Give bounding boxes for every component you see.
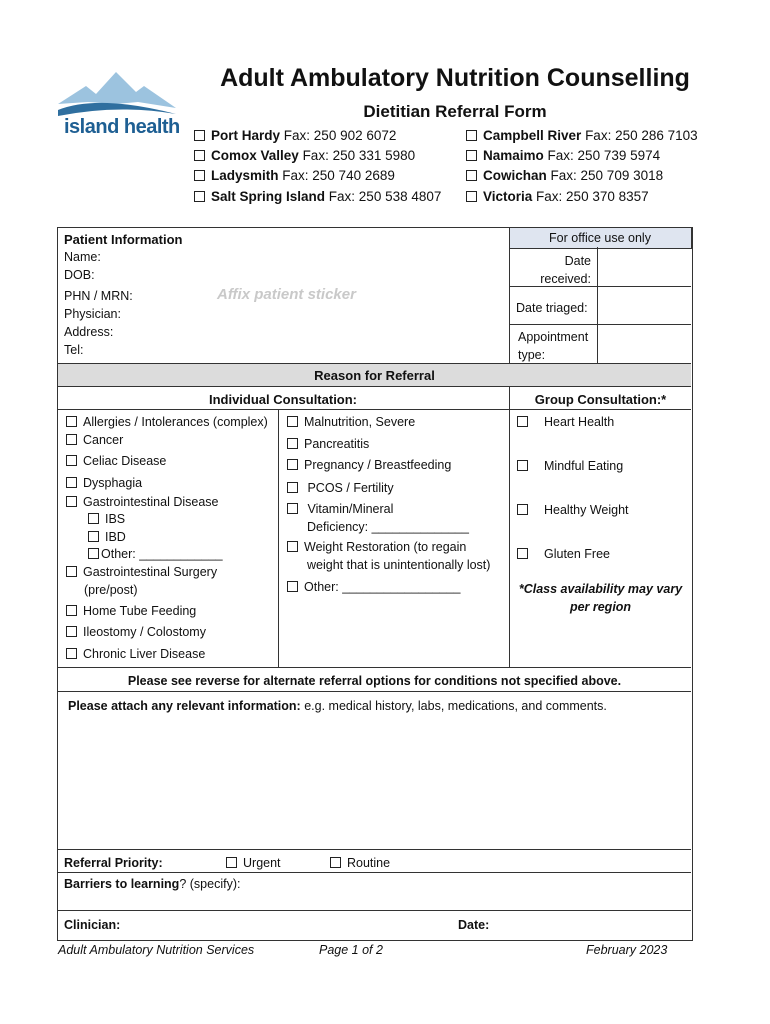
checkbox-icon[interactable] [466,191,477,202]
date-triaged-field[interactable] [598,287,690,323]
option-ibd[interactable]: IBD [88,530,126,544]
form-title: Adult Ambulatory Nutrition Counselling [220,64,690,92]
form-subtitle: Dietitian Referral Form [363,102,547,121]
appointment-type-label-2: type: [518,348,546,362]
checkbox-icon[interactable] [287,503,298,514]
footer-left: Adult Ambulatory Nutrition Services [58,943,255,957]
checkbox-icon[interactable] [287,482,298,493]
logo-text: island health [64,116,180,138]
option-pcos[interactable]: PCOS / Fertility [287,481,394,495]
patient-dob-label: DOB: [64,268,95,282]
clinician-field[interactable] [140,912,440,937]
option-mindful-eating[interactable]: Mindful Eating [517,459,623,473]
clinician-label: Clinician: [64,918,121,932]
patient-phn-label: PHN / MRN: [64,289,133,303]
group-consultation-heading: Group Consultation:* [534,392,667,407]
checkbox-icon[interactable] [194,150,205,161]
option-dysphagia[interactable]: Dysphagia [66,476,142,490]
option-chronic-liver[interactable]: Chronic Liver Disease [66,647,205,661]
date-field[interactable] [500,912,688,937]
sticker-placeholder: Affix patient sticker [217,286,356,303]
checkbox-icon[interactable] [226,857,237,868]
reason-subheader-line [58,409,691,410]
appointment-type-field[interactable] [598,325,690,362]
checkbox-icon[interactable] [66,434,77,445]
option-malnutrition[interactable]: Malnutrition, Severe [287,415,415,429]
checkbox-icon[interactable] [66,496,77,507]
option-ileostomy[interactable]: Ileostomy / Colostomy [66,625,206,639]
checkbox-icon[interactable] [330,857,341,868]
checkbox-icon[interactable] [88,548,99,559]
priority-routine[interactable]: Routine [330,856,390,870]
option-weight-restoration[interactable]: Weight Restoration (to regain [287,540,466,554]
class-availability-note-2: per region [569,600,632,614]
patient-tel-label: Tel: [64,343,84,357]
barriers-label: Barriers to learning? (specify): [64,877,241,891]
office-use-heading: For office use only [549,231,651,245]
checkbox-icon[interactable] [517,504,528,515]
footer-date: February 2023 [586,943,668,957]
checkbox-icon[interactable] [287,581,298,592]
option-gi-surgery-note: (pre/post) [84,583,138,597]
option-gi-other[interactable]: Other: ____________ [88,547,223,561]
checkbox-icon[interactable] [66,605,77,616]
option-gi-disease[interactable]: Gastrointestinal Disease [66,495,218,509]
patient-address-label: Address: [64,325,114,339]
fax-salt-spring[interactable]: Salt Spring Island Fax: 250 538 4807 [194,189,441,204]
footer-page-number: Page 1 of 2 [319,943,383,957]
checkbox-icon[interactable] [466,170,477,181]
option-other[interactable]: Other: _________________ [287,580,460,594]
appointment-type-label: Appointment [518,330,589,344]
date-received-label-2: received: [540,272,591,286]
row-line [58,667,691,668]
checkbox-icon[interactable] [194,191,205,202]
option-heart-health[interactable]: Heart Health [517,415,614,429]
referral-priority-label: Referral Priority: [64,856,163,870]
row-line [58,872,691,873]
checkbox-icon[interactable] [287,416,298,427]
checkbox-icon[interactable] [466,130,477,141]
date-received-field[interactable] [598,248,690,285]
date-received-label: Date [564,254,591,268]
checkbox-icon[interactable] [66,626,77,637]
checkbox-icon[interactable] [194,170,205,181]
option-vitamin[interactable]: Vitamin/Mineral [287,502,393,516]
reason-heading: Reason for Referral [314,368,435,383]
group-divider [509,386,510,667]
row-line [58,849,691,850]
checkbox-icon[interactable] [66,477,77,488]
row-line [58,691,691,692]
row-line [58,910,691,911]
attach-info-field[interactable] [59,716,689,848]
option-celiac[interactable]: Celiac Disease [66,454,166,468]
option-vitamin-deficiency: Deficiency: ______________ [307,520,469,534]
attach-info: Please attach any relevant information: e.g. medical history, labs, medications, and comments. [68,699,607,713]
checkbox-icon[interactable] [88,513,99,524]
checkbox-icon[interactable] [517,460,528,471]
checkbox-icon[interactable] [287,459,298,470]
fax-victoria[interactable]: Victoria Fax: 250 370 8357 [466,189,649,204]
checkbox-icon[interactable] [287,438,298,449]
patient-name-label: Name: [64,250,101,264]
option-pregnancy[interactable]: Pregnancy / Breastfeeding [287,458,451,472]
date-triaged-label: Date triaged: [516,301,588,315]
checkbox-icon[interactable] [66,455,77,466]
option-allergies[interactable]: Allergies / Intolerances (complex) [66,415,268,429]
column-divider [278,410,279,667]
fax-cowichan[interactable]: Cowichan Fax: 250 709 3018 [466,168,663,183]
office-divider [509,247,510,363]
option-weight-restoration-note: weight that is unintentionally lost) [307,558,491,572]
checkbox-icon[interactable] [66,416,77,427]
checkbox-icon[interactable] [66,648,77,659]
checkbox-icon[interactable] [194,130,205,141]
patient-physician-label: Physician: [64,307,121,321]
fax-comox-valley[interactable]: Comox Valley Fax: 250 331 5980 [194,148,415,163]
fax-campbell-river[interactable]: Campbell River Fax: 250 286 7103 [466,128,698,143]
priority-urgent[interactable]: Urgent [226,856,281,870]
barriers-field[interactable] [240,874,689,908]
fax-port-hardy[interactable]: Port Hardy Fax: 250 902 6072 [194,128,396,143]
reverse-note: Please see reverse for alternate referral options for conditions not specified above. [127,674,622,688]
fax-ladysmith[interactable]: Ladysmith Fax: 250 740 2689 [194,168,395,183]
option-ibs[interactable]: IBS [88,512,125,526]
checkbox-icon[interactable] [66,566,77,577]
option-pancreatitis[interactable]: Pancreatitis [287,437,369,451]
fax-namaimo[interactable]: Namaimo Fax: 250 739 5974 [466,148,660,163]
option-gi-surgery[interactable]: Gastrointestinal Surgery [66,565,217,579]
option-cancer[interactable]: Cancer [66,433,123,447]
individual-consultation-heading: Individual Consultation: [208,392,358,407]
date-label: Date: [458,918,490,932]
checkbox-icon[interactable] [517,548,528,559]
checkbox-icon[interactable] [466,150,477,161]
checkbox-icon[interactable] [287,541,298,552]
option-healthy-weight[interactable]: Healthy Weight [517,503,629,517]
class-availability-note: *Class availability may vary [518,582,683,596]
option-home-tube[interactable]: Home Tube Feeding [66,604,196,618]
option-gluten-free[interactable]: Gluten Free [517,547,610,561]
checkbox-icon[interactable] [88,531,99,542]
checkbox-icon[interactable] [517,416,528,427]
patient-info-heading: Patient Information [64,232,183,247]
